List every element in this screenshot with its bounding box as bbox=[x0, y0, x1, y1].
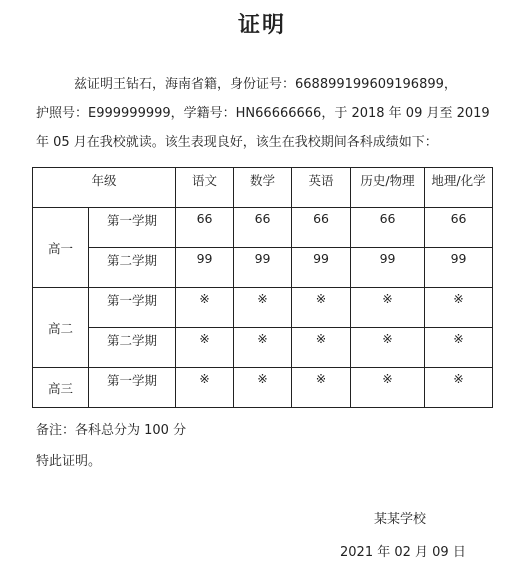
term-cell: 第一学期 bbox=[89, 288, 176, 328]
subject-header: 数学 bbox=[234, 168, 292, 208]
table-row bbox=[33, 208, 493, 248]
remark-note: 备注：各科总分为 100 分 bbox=[36, 423, 187, 438]
score-cell: ※ bbox=[292, 328, 351, 368]
score-cell: 66 bbox=[292, 208, 351, 248]
grade-cell: 高一 bbox=[33, 208, 89, 288]
score-cell: 99 bbox=[234, 248, 292, 288]
grade-column-header: 年级 bbox=[33, 168, 176, 208]
score-cell: ※ bbox=[234, 288, 292, 328]
score-cell: ※ bbox=[176, 328, 234, 368]
intro-line-1: 兹证明王钻石，海南省籍，身份证号：668899199609196899， bbox=[74, 77, 457, 92]
score-cell: 66 bbox=[425, 208, 493, 248]
term-cell: 第二学期 bbox=[89, 328, 176, 368]
score-cell: ※ bbox=[425, 288, 493, 328]
subject-header: 英语 bbox=[292, 168, 351, 208]
term-cell: 第一学期 bbox=[89, 208, 176, 248]
closing-statement: 特此证明。 bbox=[36, 454, 102, 469]
term-cell: 第二学期 bbox=[89, 248, 176, 288]
table-row bbox=[33, 328, 493, 368]
subject-header: 地理/化学 bbox=[425, 168, 493, 208]
score-cell: ※ bbox=[176, 368, 234, 408]
score-cell: ※ bbox=[425, 368, 493, 408]
grade-cell: 高三 bbox=[33, 368, 89, 408]
score-cell: 99 bbox=[176, 248, 234, 288]
score-cell: 99 bbox=[351, 248, 425, 288]
score-cell: ※ bbox=[292, 368, 351, 408]
intro-line-2: 护照号：E999999999，学籍号：HN66666666，于 2018 年 09 月至 2019 bbox=[36, 106, 490, 121]
intro-line-3: 年 05 月在我校就读。该生表现良好，该生在我校期间各科成绩如下： bbox=[36, 135, 438, 150]
table-header-row bbox=[33, 168, 493, 208]
document-title: 证明 bbox=[237, 13, 286, 38]
notes-block bbox=[36, 415, 186, 477]
grade-cell: 高二 bbox=[33, 288, 89, 368]
score-cell: 99 bbox=[425, 248, 493, 288]
score-cell: 66 bbox=[234, 208, 292, 248]
score-cell: ※ bbox=[425, 328, 493, 368]
table-row bbox=[33, 368, 493, 408]
term-cell: 第一学期 bbox=[89, 368, 176, 408]
subject-header: 语文 bbox=[176, 168, 234, 208]
issue-date: 2021 年 02 月 09 日 bbox=[340, 545, 466, 560]
score-cell: ※ bbox=[176, 288, 234, 328]
score-cell: ※ bbox=[351, 288, 425, 328]
score-cell: 99 bbox=[292, 248, 351, 288]
grades-table bbox=[32, 167, 493, 408]
score-cell: ※ bbox=[292, 288, 351, 328]
table-row bbox=[33, 288, 493, 328]
table-row bbox=[33, 248, 493, 288]
score-cell: ※ bbox=[351, 368, 425, 408]
subject-header: 历史/物理 bbox=[351, 168, 425, 208]
score-cell: ※ bbox=[234, 328, 292, 368]
score-cell: ※ bbox=[351, 328, 425, 368]
score-cell: ※ bbox=[234, 368, 292, 408]
intro-paragraph bbox=[36, 70, 506, 157]
score-cell: 66 bbox=[176, 208, 234, 248]
score-cell: 66 bbox=[351, 208, 425, 248]
school-signature: 某某学校 bbox=[374, 512, 427, 527]
